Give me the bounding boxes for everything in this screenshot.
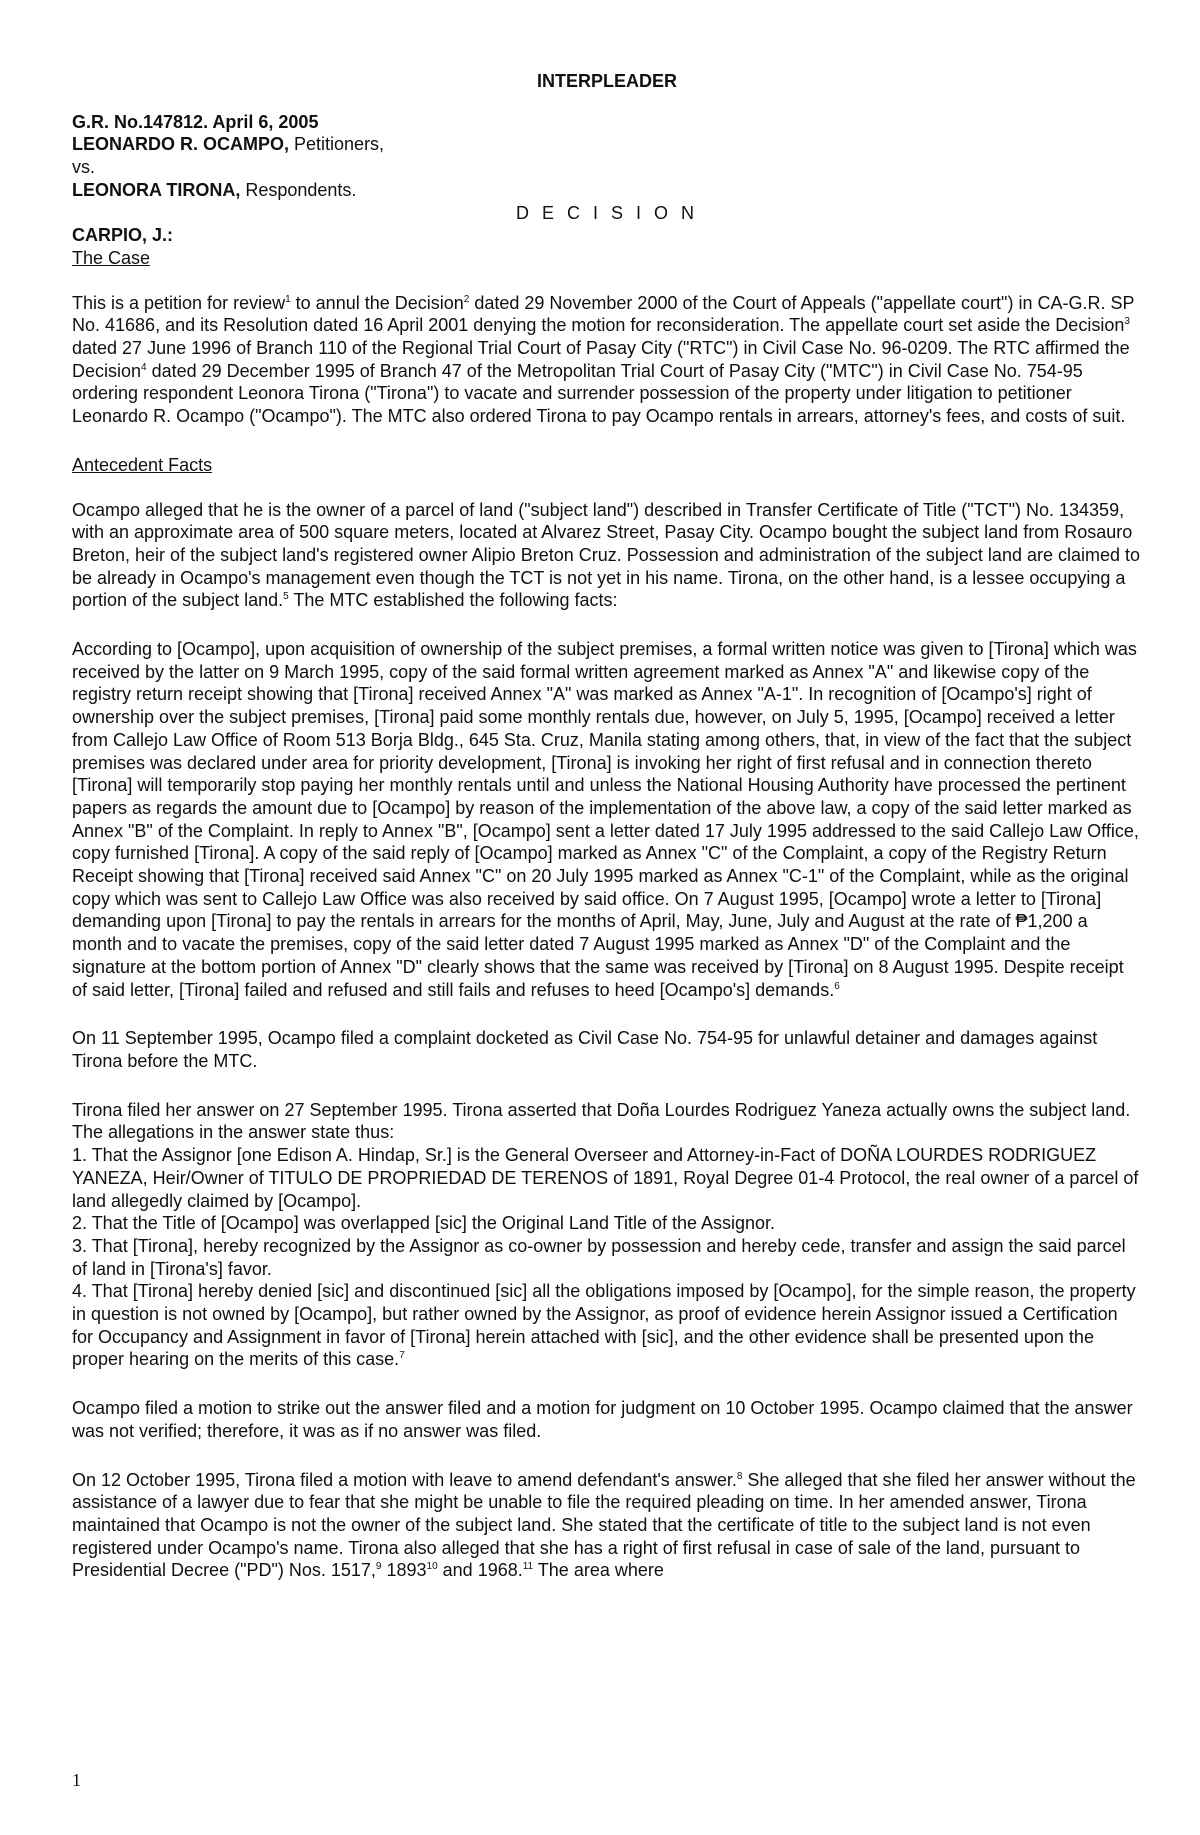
judge-name: CARPIO, J.: [72,225,174,246]
paragraph-petition: This is a petition for review$^1$ to annul the Decision$^2$ dated 29 November 2000 of the Court of Appeals ("appellate court") in CA-G.R. SP No. 41686, and its Resolution dated 16 April 2001 denying the motion for reconsideration. The appellate court set aside the Decision$^3$ dated 27 June 1996 of Branch 110 of the Regional Trial Court of Pasay City ("RTC") in Civil Case No. 96-0209. The RTC affirmed the Decision$^4$ dated 29 December 1995 of Branch 47 of the Metropolitan Trial Court of Pasay City ("MTC") in Civil Case No. 754-95 ordering respondent Leonora Tirona ("Tirona") to vacate and surrender possession of the property under litigation to petitioner Leonardo R. Ocampo ("Ocampo"). The MTC also ordered Tirona to pay Ocampo rentals in arrears, attorney's fees, and costs of suit. [72,292,1135,427]
paragraph-ownership: Ocampo alleged that he is the owner of a parcel of land ("subject land") described in Transfer Certificate of Title ("TCT") No. 134359, with an approximate area of 500 square meters, located at Alvarez Street, Pasay City. Ocampo bought the subject land from Rosauro Breton, heir of the subject land's registered owner Alipio Breton Cruz. Possession and administration of the subject land are claimed to be already in Ocampo's management even though the TCT is not yet in his name. Tirona, on the other hand, is a lessee occupying a portion of the subject land.$^5$ The MTC established the following facts: [72,499,1141,611]
answer-item-4: 4. That [Tirona] hereby denied [sic] and discontinued [sic] all the obligations imposed by [Ocampo], for the simple reason, the property in question is not owned by [Ocampo], but rather owned by the Assignor, as proof of evidence herein Assignor issued a Certification for Occupancy and Assignment in favor of [Tirona] herein attached with [sic], and the other evidence shall be presented upon the proper hearing on the merits of this case.$^7$ [72,1281,1136,1370]
respondent-name: LEONORA TIRONA, [72,179,241,200]
footnote-ref: 3 [1124,316,1130,328]
answer-item-2: 2. That the Title of [Ocampo] was overlapped [sic] the Original Land Title of the Assignor. [72,1213,776,1234]
answer-item-1: 1. That the Assignor [one Edison A. Hindap, Sr.] is the General Overseer and Attorney-in-Fact of DOÑA LOURDES RODRIGUEZ YANEZA, Heir/Owner of TITULO DE PROPRIEDAD DE TERENOS of 1891, Royal Degree 01-4 Protocol, the real owner of a parcel of land allegedly claimed by [Ocampo]. [72,1145,1139,1211]
answer-item-3: 3. That [Tirona], hereby recognized by the Assignor as co-owner by possession and hereby cede, transfer and assign the said parcel of land in [Tirona's] favor. [72,1235,1126,1279]
paragraph-amended-answer: On 12 October 1995, Tirona filed a motion with leave to amend defendant's answer.$^8$ She alleged that she filed her answer without the assistance of a lawyer due to fear that she might be unable to file the required pleading on time. In her amended answer, Tirona maintained that Ocampo is not the owner of the subject land. She stated that the certificate of title to the subject land is not even registered under Ocampo's name. Tirona also alleged that she has a right of first refusal in case of sale of the land, pursuant to Presidential Decree ("PD") Nos. 1517,$^9$ 1893$^{10}$ and 1968.11 The area where [72,1469,1136,1581]
footnote-ref: 5 [283,591,289,603]
petitioner-name: LEONARDO R. OCAMPO, [72,134,290,155]
footnote-ref: 8 [736,1470,743,1482]
decision-label: D E C I S I O N [515,203,699,224]
versus: vs. [72,157,96,178]
footnote-ref: 6 [834,980,840,992]
footnote-ref: 1 [285,293,291,305]
page-number: 1 [72,1770,81,1790]
section-heading-case: The Case [72,247,151,268]
footnote-ref: 10 [426,1561,438,1573]
respondent-line [72,179,1142,202]
document-title: INTERPLEADER [536,71,677,91]
footnote-ref: 4 [141,361,147,373]
section-heading-facts: Antecedent Facts [72,454,213,475]
paragraph-mtc-facts: According to [Ocampo], upon acquisition of ownership of the subject premises, a formal written notice was given to [Tirona] which was received by the latter on 9 March 1995, copy of the said formal written agreement marked as Annex "A" and likewise copy of the registry return receipt showing that [Tirona] received Annex "A" was marked as Annex "A-1". In recognition of [Ocampo's] right of ownership over the subject premises, [Tirona] paid some monthly rentals due, however, on July 5, 1995, [Ocampo] received a letter from Callejo Law Office of Room 513 Borja Bldg., 645 Sta. Cruz, Manila stating among others, that, in view of the fact that the subject premises was declared under area for priority development, [Tirona] is invoking her right of first refusal and in connection thereto [Tirona] will temporarily stop paying her monthly rentals until and unless the National Housing Authority have processed the pertinent papers as regards the amount due to [Ocampo] by reason of the implementation of the above law, a copy of the said letter marked as Annex "B" of the Complaint. In reply to Annex "B", [Ocampo] sent a letter dated 17 July 1995 addressed to the said Callejo Law Office, copy furnished [Tirona]. A copy of the said reply of [Ocampo] marked as Annex "C" of the Complaint, a copy of the Registry Return Receipt showing that [Tirona] received said Annex "C" on 20 July 1995 marked as Annex "C-1" of the Complaint, while as the original copy which was sent to Callejo Law Office was also received by said office. On 7 August 1995, [Ocampo] wrote a letter to [Tirona] demanding upon [Tirona] to pay the rentals in arrears for the months of April, May, June, July and August at the rate of ₱1,200 a month and to vacate the premises, copy of the said letter dated 7 August 1995 marked as Annex "D" of the Complaint and the signature at the bottom portion of Annex "D" clearly shows that the same was received by [Tirona] on 8 August 1995. Despite receipt of said letter, [Tirona] failed and refused and still fails and refuses to heed [Ocampo's] demands.$^6$ [72,639,1139,1000]
footnote-ref: 7 [399,1350,405,1362]
paragraph-complaint: On 11 September 1995, Ocampo filed a complaint docketed as Civil Case No. 754-95 for unlawful detainer and damages against Tirona before the MTC. [72,1028,1098,1071]
footnote-ref: 11 [522,1561,534,1573]
paragraph-answer [72,1099,1142,1371]
respondent-role: Respondents. [240,179,357,200]
paragraph-motion-strike: Ocampo filed a motion to strike out the answer filed and a motion for judgment on 10 October 1995. Ocampo claimed that the answer was not verified; therefore, it was as if no answer was filed. [72,1398,1133,1441]
case-number: G.R. No.147812. April 6, 2005 [72,111,319,132]
petitioner-line [72,133,1142,156]
footnote-ref: 9 [375,1561,382,1573]
document-page [72,70,1142,1608]
answer-intro: Tirona filed her answer on 27 September 1995. Tirona asserted that Doña Lourdes Rodriguez Yaneza actually owns the subject land. The allegations in the answer state thus: [72,1099,1131,1143]
footnote-ref: 2 [463,293,470,305]
petitioner-role: Petitioners, [289,134,385,155]
